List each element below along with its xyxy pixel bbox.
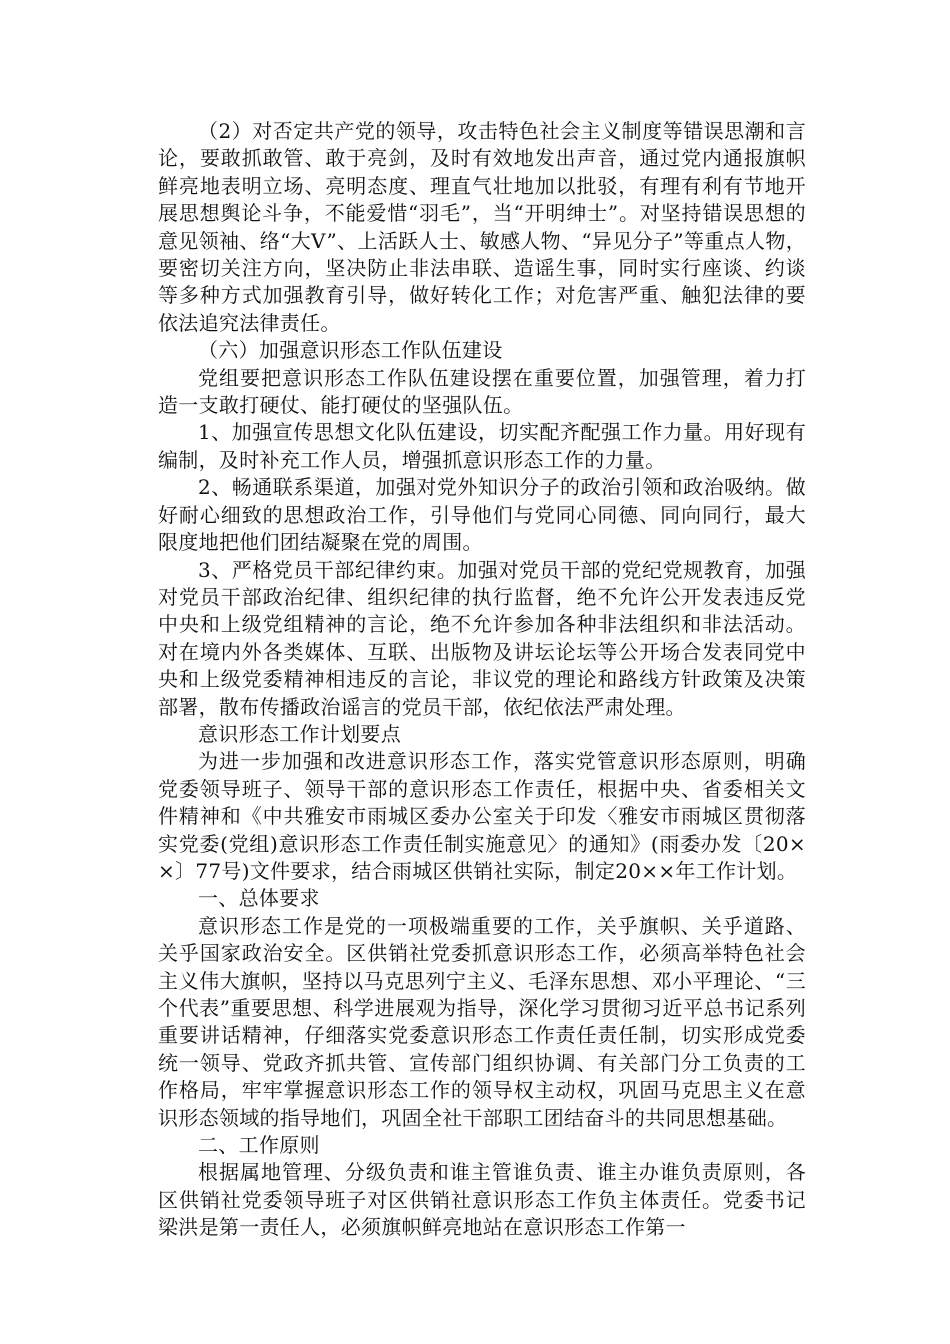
paragraph: 意识形态工作是党的一项极端重要的工作，关乎旗帜、关乎道路、关乎国家政治安全。区供销社党委抓意识形态工作，必须高举特色社会主义伟大旗帜，坚持以马克思列宁主义、毛泽东思想、邓小平理论、“三个代表”重要思想、科学进展观为指导，深化学习贯彻习近平总书记系列重要讲话精神，仔细落实党委意识形态工作责任责任制，切实形成党委统一领导、党政齐抓共管、宣传部门组织协调、有关部门分工负责的工作格局，牢牢掌握意识形态工作的领导权主动权，巩固马克思主义在意识形态领域的指导地们，巩固全社干部职工团结奋斗的共同思想基础。 [158, 913, 806, 1130]
section-heading: 二、工作原则 [198, 1133, 320, 1158]
paragraph: 3、严格党员干部纪律约束。加强对党员干部的党纪党规教育，加强对党员干部政治纪律、组织纪律的执行监督，绝不允许公开发表违反党中央和上级党组精神的言论，绝不允许参加各种非法组织和非法活动。对在境内外各类媒体、互联、出版物及讲坛论坛等公开场合发表同党中央和上级党委精神相违反的言论，非议党的理论和路线方针政策及决策部署，散布传播政治谣言的党员干部，依纪依法严肃处理。 [158, 557, 806, 719]
paragraph: 1、加强宣传思想文化队伍建设，切实配齐配强工作力量。用好现有编制，及时补充工作人员，增强抓意识形态工作的力量。 [158, 420, 806, 472]
paragraph: 2、畅通联系渠道，加强对党外知识分子的政治引领和政治吸纳。做好耐心细致的思想政治工作，引导他们与党同心同德、同向同行，最大限度地把他们团结凝聚在党的周围。 [158, 475, 806, 555]
section-heading: （六）加强意识形态工作队伍建设 [198, 338, 503, 363]
section-heading: 意识形态工作计划要点 [198, 721, 401, 746]
paragraph: 为进一步加强和改进意识形态工作，落实党管意识形态原则，明确党委领导班子、领导干部的意识形态工作责任，根据中央、省委相关文件精神和《中共雅安市雨城区委办公室关于印发〈雅安市雨城区贯彻落实党委(党组)意识形态工作责任制实施意见〉的通知》(雨委办发〔20××〕77号)文件要求，结合雨城区供销社实际，制定20××年工作计划。 [158, 749, 806, 883]
section-heading: 一、总体要求 [198, 886, 320, 911]
paragraph: 党组要把意识形态工作队伍建设摆在重要位置，加强管理，着力打造一支敢打硬仗、能打硬仗的坚强队伍。 [158, 365, 806, 418]
document-body [158, 118, 806, 1242]
paragraph: （2）对否定共产党的领导，攻击特色社会主义制度等错误思潮和言论，要敢抓敢管、敢于亮剑，及时有效地发出声音，通过党内通报旗帜鲜亮地表明立场、亮明态度、理直气壮地加以批驳，有理有利有节地开展思想舆论斗争，不能爱惜“羽毛”，当“开明绅士”。对坚持错误思想的意见领袖、络“大V”、上活跃人士、敏感人物、“异见分子”等重点人物，要密切关注方向，坚决防止非法串联、造谣生事，同时实行座谈、约谈等多种方式加强教育引导，做好转化工作；对危害严重、触犯法律的要依法追究法律责任。 [158, 119, 806, 335]
paragraph: 根据属地管理、分级负责和谁主管谁负责、谁主办谁负责原则，各区供销社党委领导班子对区供销社意识形态工作负主体责任。党委书记梁洪是第一责任人，必须旗帜鲜亮地站在意识形态工作第一 [158, 1160, 806, 1240]
